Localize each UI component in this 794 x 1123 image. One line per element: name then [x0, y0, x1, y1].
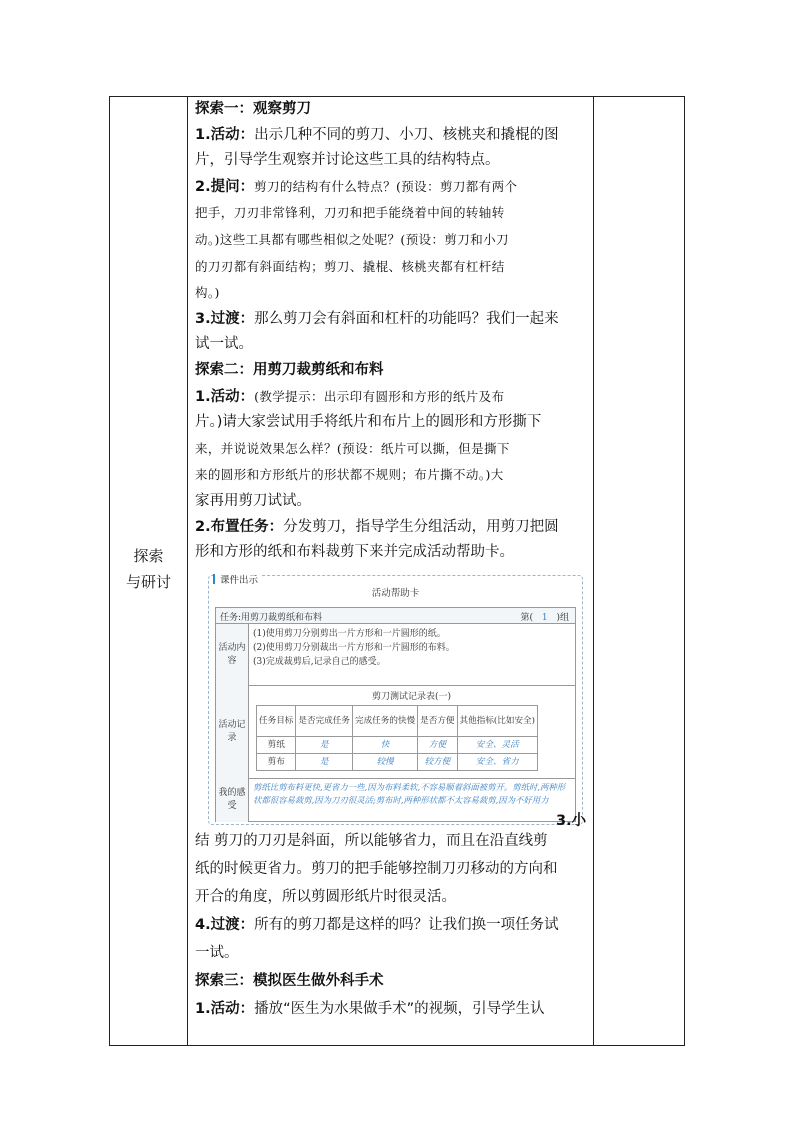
row-cell: 安全、灵活 — [457, 737, 537, 754]
section-label-line-2: 与研讨 — [125, 573, 171, 591]
text-line — [195, 227, 587, 254]
text-line — [195, 911, 587, 939]
line-text: 一试。 — [195, 945, 239, 961]
feeling-section — [216, 778, 575, 822]
text-line — [195, 489, 587, 515]
bold-lead: 1.活动： — [195, 388, 255, 405]
header-cell: 是否方便 — [418, 706, 457, 737]
feeling-text: 剪纸比剪布料更快,更省力一些,因为布料柔软,不容易顺着斜面被剪开。剪纸时,两种形状都很容易裁剪,因为刀刃很灵活;剪布时,两种形状都不太容易裁剪,因为不好用力 — [253, 782, 566, 805]
bold-lead: 探索三：模拟医生做外科手术 — [195, 973, 384, 989]
row-cell: 快 — [352, 737, 417, 754]
row-cell: 是 — [296, 737, 353, 754]
text-line — [195, 307, 587, 333]
line-text: 播放“医生为水果做手术”的视频，引导学生认 — [254, 1001, 545, 1017]
text-line — [195, 254, 587, 281]
header-cell: 完成任务的快慢 — [352, 706, 417, 737]
group-prefix: 第( — [520, 613, 533, 623]
header-cell: 是否完成任务 — [296, 706, 353, 737]
column-divider-left — [187, 97, 188, 1045]
text-line — [195, 967, 587, 995]
row-cell: 是 — [296, 754, 353, 771]
row-cell: 方便 — [418, 737, 457, 754]
section-label-line-1: 探索 — [133, 547, 164, 565]
text-line — [195, 855, 587, 883]
feeling-label: 我的感受 — [216, 778, 249, 822]
bold-lead: 2.提问： — [195, 178, 255, 195]
record-row — [257, 737, 538, 754]
line-text: 纸的时候更省力。剪刀的把手能够控制刀刃移动的方向和 — [195, 861, 558, 877]
header-cell: 其他指标(比如安全) — [457, 706, 537, 737]
line-text: 片。)请大家尝试用手将纸片和布片上的圆形和方形撕下 — [195, 414, 542, 431]
line-text: 那么剪刀会有斜面和杠杆的功能吗？我们一起来 — [254, 310, 559, 327]
text-line — [195, 410, 587, 436]
line-text: 来，并说说效果怎么样？(预设：纸片可以撕，但是撕下 — [195, 440, 510, 456]
content-items — [253, 627, 571, 669]
card-tag: 课件出示 — [217, 572, 261, 586]
text-line — [195, 148, 587, 174]
group-suffix: )组 — [556, 613, 569, 623]
content-item: (1)使用剪刀分别剪出一片方形和一片圆形的纸。 — [253, 629, 446, 639]
line-text: 结 剪刀的刀刃是斜面，所以能够省力，而且在沿直线剪 — [195, 833, 548, 849]
row-cell: 较慢 — [352, 754, 417, 771]
line-text: 把手，刀刃非常锋利，刀刃和把手能绕着中间的转轴转 — [195, 205, 505, 221]
content-section — [216, 624, 575, 686]
group-num: 1 — [541, 613, 548, 623]
record-row — [257, 754, 538, 771]
column-divider-right — [593, 97, 594, 1045]
text-line — [195, 827, 587, 855]
row-cell: 较方便 — [418, 754, 457, 771]
line-text: 出示几种不同的剪刀、小刀、核桃夹和撬棍的图 — [254, 126, 559, 143]
line-text: 分发剪刀，指导学生分组活动，用剪刀把圆 — [283, 518, 559, 535]
content-label: 活动内容 — [216, 624, 249, 685]
header-cell: 任务目标 — [257, 706, 296, 737]
line-text: 开合的角度，所以剪圆形纸片时很灵活。 — [195, 889, 456, 905]
card-title: 活动帮助卡 — [371, 588, 420, 599]
text-line — [195, 883, 587, 911]
record-table — [256, 705, 538, 771]
lesson-content-bottom — [195, 827, 587, 1023]
text-line — [195, 332, 587, 358]
content-item: (3)完成裁剪后,记录自己的感受。 — [253, 657, 386, 667]
record-section — [216, 685, 575, 779]
line-text: (教学提示：出示印有圆形和方形的纸片及布 — [254, 388, 505, 404]
text-line — [195, 436, 587, 463]
record-label: 活动记录 — [216, 685, 249, 778]
text-line — [195, 97, 587, 123]
content-item: (2)使用剪刀分别裁出一片方形和一片圆形的布料。 — [253, 643, 455, 653]
text-line — [195, 515, 587, 541]
card-grid — [215, 624, 576, 822]
text-line — [195, 174, 587, 201]
bold-lead: 探索一：观察剪刀 — [195, 101, 311, 117]
text-line — [195, 200, 587, 227]
text-line — [195, 384, 587, 411]
line-text: 剪刀的结构有什么特点？(预设：剪刀都有两个 — [254, 178, 518, 194]
row-cell: 安全、省力 — [457, 754, 537, 771]
task-label: 任务:用剪刀裁剪纸和布料 — [220, 613, 323, 623]
row-cell: 剪纸 — [257, 737, 296, 754]
bold-lead: 3.过渡： — [195, 310, 255, 327]
line-text: 动。)这些工具都有哪些相似之处呢？(预设：剪刀和小刀 — [195, 231, 509, 247]
text-line — [195, 358, 587, 384]
bold-lead: 1.活动： — [195, 126, 255, 143]
line-text: 构。) — [195, 285, 220, 301]
line-text: 片，引导学生观察并讨论这些工具的结构特点。 — [195, 152, 500, 169]
text-line — [195, 280, 587, 307]
text-line — [195, 540, 587, 566]
text-line — [195, 995, 587, 1023]
activity-help-card — [208, 575, 583, 825]
record-header-row — [257, 706, 538, 737]
line-text: 试一试。 — [195, 336, 253, 353]
line-text: 来的圆形和方形纸片的形状都不规则；布片撕不动。)大 — [195, 467, 504, 483]
summary-label: 3.小 — [556, 813, 587, 829]
line-text: 的刀刃都有斜面结构；剪刀、撬棍、核桃夹都有杠杆结 — [195, 258, 505, 274]
line-text: 所有的剪刀都是这样的吗？让我们换一项任务试 — [254, 917, 559, 933]
section-label — [110, 543, 187, 595]
text-line — [195, 462, 587, 489]
line-text: 形和方形的纸和布料裁剪下来并完成活动帮助卡。 — [195, 544, 514, 561]
line-text: 家再用剪刀试试。 — [195, 492, 311, 509]
record-title: 剪刀测试记录表(一) — [371, 692, 452, 702]
bold-lead: 探索二：用剪刀裁剪纸和布料 — [195, 361, 384, 378]
lesson-content-top — [195, 97, 587, 566]
bold-lead: 4.过渡： — [195, 917, 255, 933]
lesson-table — [109, 96, 685, 1046]
group-number — [520, 610, 569, 623]
bold-lead: 1.活动： — [195, 1001, 255, 1017]
task-row — [215, 607, 576, 624]
text-line — [195, 939, 587, 967]
bold-lead: 2.布置任务： — [195, 518, 284, 535]
text-line — [195, 123, 587, 149]
row-cell: 剪布 — [257, 754, 296, 771]
